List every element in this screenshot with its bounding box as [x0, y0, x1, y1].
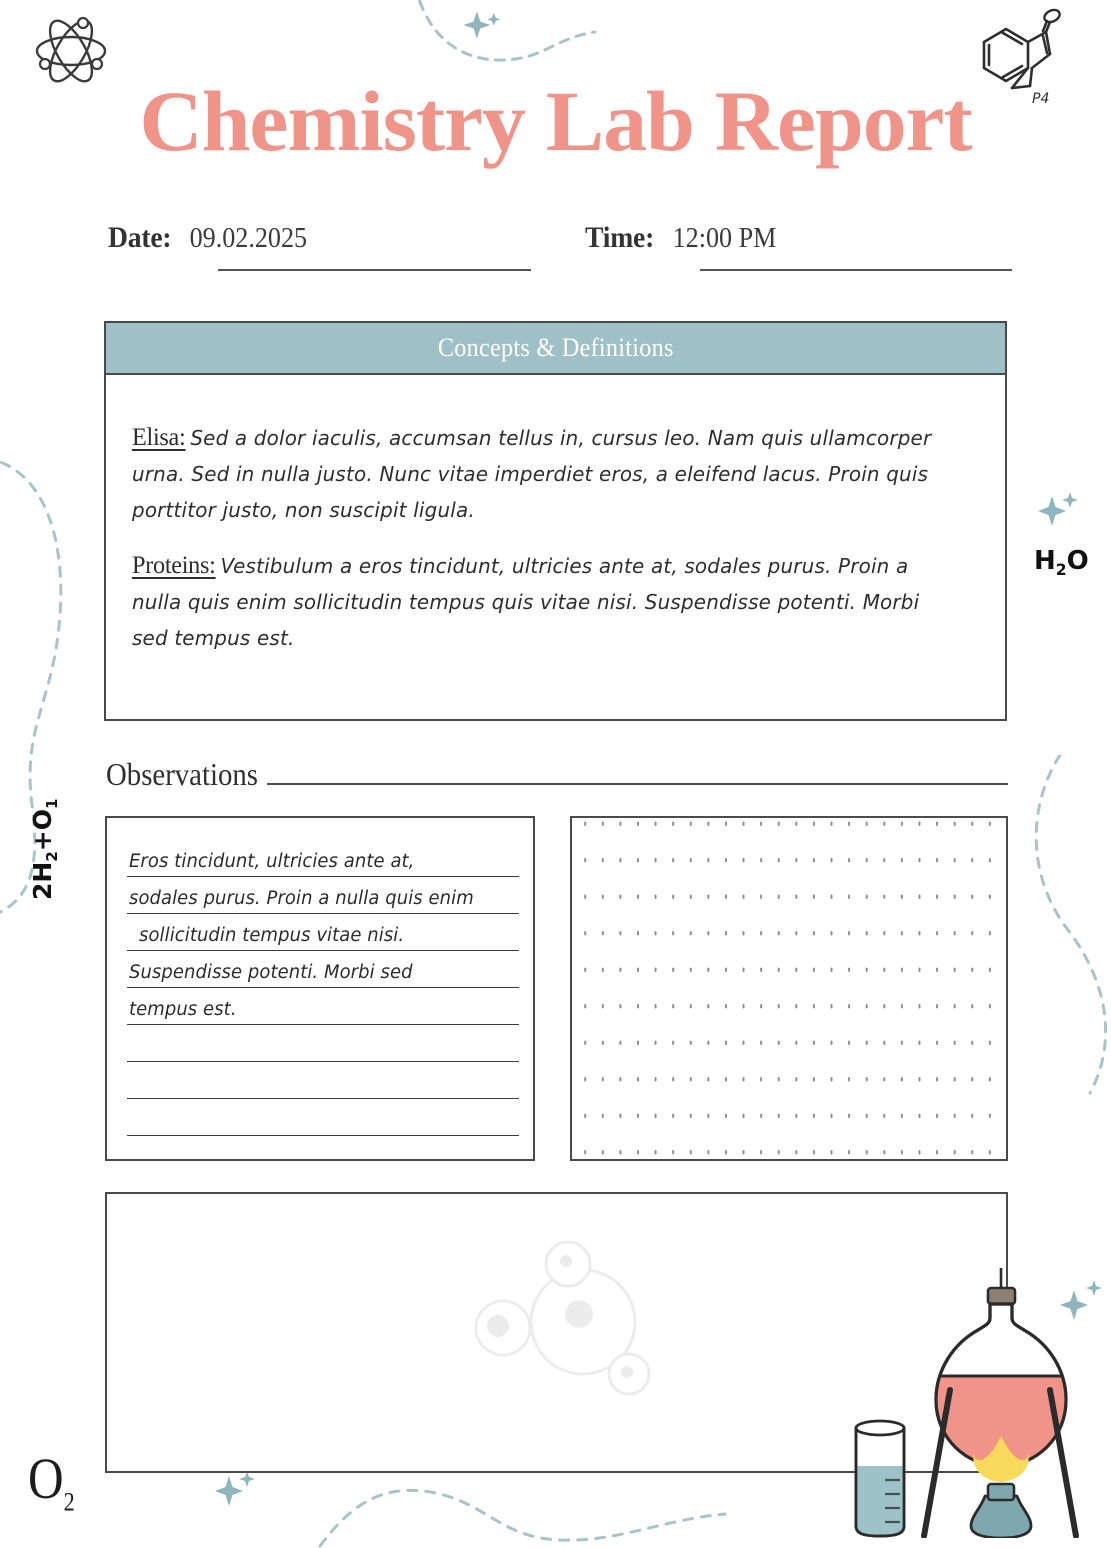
concept-entry-elisa[interactable]	[132, 420, 954, 528]
note-line-text[interactable]: tempus est.	[129, 999, 237, 1020]
concept-text-proteins[interactable]: Vestibulum a eros tincidunt, ultricies ante at, sodales purus. Proin a nulla quis enim sollicitudin tempus quis vitae nisi. Suspendisse potenti. Morbi sed tempus est.	[132, 554, 920, 650]
date-label: Date:	[108, 221, 172, 254]
observations-heading	[106, 748, 1008, 790]
note-line[interactable]	[127, 1062, 519, 1099]
observations-label: Observations	[106, 756, 258, 792]
note-line[interactable]	[127, 951, 519, 988]
observations-lined-box[interactable]	[105, 816, 535, 1161]
concept-entry-proteins[interactable]	[132, 548, 954, 656]
note-line[interactable]	[127, 988, 519, 1025]
chem-formula-sub: 2	[43, 851, 61, 862]
page-title: Chemistry Lab Report	[139, 73, 972, 169]
sparkle-icon-bottom	[215, 1468, 257, 1508]
chem-formula-sub: 1	[43, 798, 61, 810]
dashed-curve-right	[1020, 755, 1111, 1095]
chem-formula-water	[1034, 546, 1089, 579]
time-label: Time:	[585, 221, 655, 254]
concepts-header-band	[106, 323, 1005, 375]
observations-dotted-grid-box[interactable]	[570, 816, 1008, 1161]
note-line[interactable]	[127, 1099, 519, 1136]
date-value[interactable]: 09.02.2025	[189, 222, 308, 254]
chem-formula-part: +O	[28, 809, 57, 852]
note-line[interactable]	[127, 840, 519, 877]
note-line-text[interactable]: sollicitudin tempus vitae nisi.	[139, 925, 405, 946]
chem-formula-sub: 2	[1055, 561, 1067, 580]
date-field[interactable]	[108, 221, 321, 255]
note-line-text[interactable]: Eros tincidunt, ultricies ante at,	[129, 851, 415, 872]
note-line-text[interactable]: Suspendisse potenti. Morbi sed	[129, 962, 413, 983]
note-line[interactable]	[127, 914, 519, 951]
chem-formula-part: O	[1066, 546, 1089, 576]
dashed-squiggle-bottom	[310, 1478, 730, 1548]
meta-row	[108, 215, 1012, 271]
note-line[interactable]	[127, 1025, 519, 1062]
note-rule	[127, 1135, 519, 1136]
sparkle-icon-top	[463, 10, 505, 46]
chem-formula-hydrogen-oxygen	[28, 799, 61, 900]
lab-apparatus-illustration	[838, 1268, 1111, 1538]
concept-term-elisa: Elisa:	[132, 423, 186, 451]
observations-underline	[267, 783, 1008, 785]
chem-formula-part: O	[28, 1446, 64, 1511]
chem-formula-oxygen	[28, 1446, 75, 1517]
chem-formula-part: H	[1034, 546, 1056, 576]
note-line[interactable]	[127, 877, 519, 914]
time-value[interactable]: 12:00 PM	[672, 222, 777, 254]
date-underline	[218, 269, 531, 271]
chem-formula-sub: 2	[63, 1487, 75, 1517]
time-field[interactable]	[585, 221, 789, 255]
chem-formula-part: 2H	[28, 861, 57, 900]
concept-text-elisa[interactable]: Sed a dolor iaculis, accumsan tellus in, cursus leo. Nam quis ullamcorper urna. Sed in nulla justo. Nunc vitae imperdiet eros, a eleifend lacus. Proin quis porttitor justo, non suscipit ligula.	[132, 425, 932, 522]
concept-term-proteins: Proteins:	[132, 552, 216, 579]
concepts-panel	[104, 321, 1007, 721]
sparkle-icon-right	[1038, 490, 1080, 528]
time-underline	[700, 269, 1012, 271]
svg-text:P4: P4	[1032, 91, 1050, 107]
note-line-text[interactable]: sodales purus. Proin a nulla quis enim	[129, 888, 474, 909]
concepts-body[interactable]	[106, 375, 1005, 656]
lined-sheet	[127, 840, 519, 1136]
concepts-header-text: Concepts & Definitions	[437, 333, 674, 362]
